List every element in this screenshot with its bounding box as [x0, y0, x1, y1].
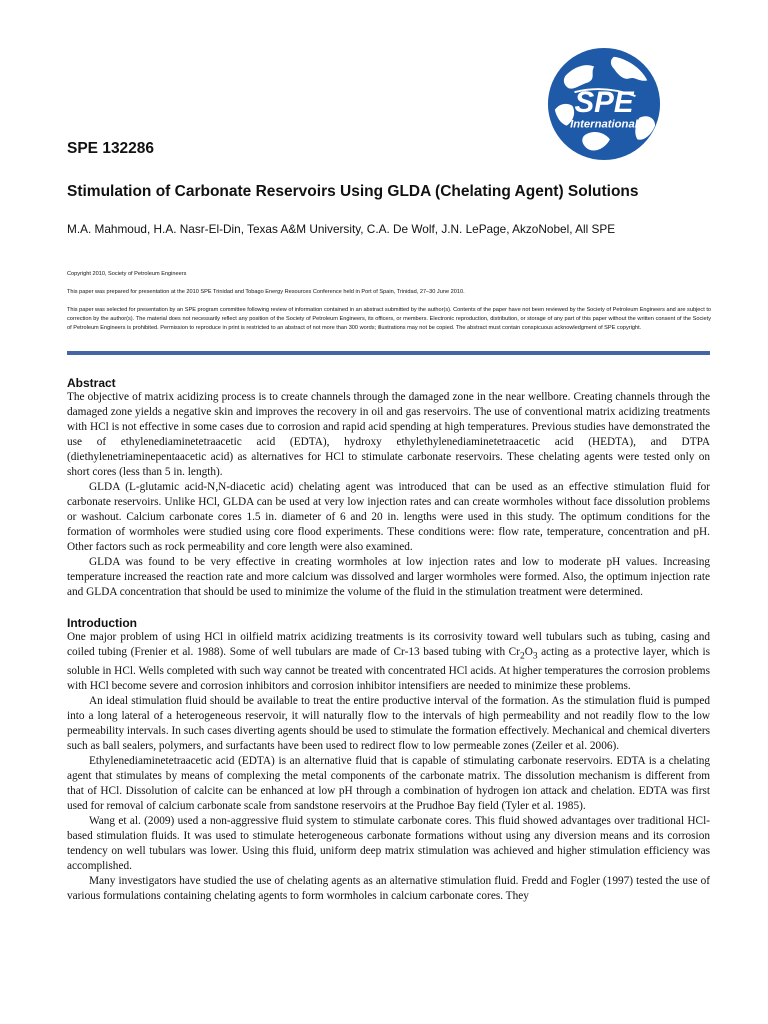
introduction-paragraph-5: Many investigators have studied the use of chelating agents as an alternative stimulation fluid. Fredd and Fogler (1997) tested the use of various formulations containing chelating agents to form wormholes in calcium carbonate cores. They [67, 875, 710, 903]
abstract-paragraph-3: GLDA was found to be very effective in creating wormholes at low injection rates and low to moderate pH values. Increasing temperature increased the reaction rate and more calcium was dissolved and larger wormholes were formed. Also, the optimum injection rate and GLDA concentration that should be used to minimize the volume of the fluid in the stimulation treatment were determined. [67, 556, 710, 598]
logo-spe-text: SPE [574, 85, 634, 119]
globe-logo-icon [545, 45, 663, 163]
paper-number: SPE 132286 [67, 140, 155, 157]
abstract-paragraph-2: GLDA (L-glutamic acid-N,N-diacetic acid) chelating agent was introduced that can be used as an effective stimulation fluid for carbonate reservoirs. Unlike HCl, GLDA can be used at very low injection rates and can create wormholes without face dissolution problems or washout. Calcium carbonate cores 1.5 in. diameter of 6 and 20 in. lengths were used in this study. The optimum conditions for the formation of wormholes were studied using core flood experiments. These conditions were: flow rate, temperature, concentration and pH. Other factors such as rock permeability and core length were also examined. [67, 481, 710, 553]
introduction-paragraph-1 [67, 630, 710, 694]
preparation-note: This paper was prepared for presentation at the 2010 SPE Trinidad and Tobago Energy Resources Conference held in Port of Spain, Trinidad, 27–30 June 2010. [67, 289, 465, 295]
abstract-heading: Abstract [67, 376, 116, 390]
intro-p1-text-b: O [524, 646, 533, 658]
intro-p1-text-c: acting as a protective layer, which is soluble in HCl. Wells completed with such way cannot be treated with concentrated HCl acids. At higher temperatures the corrosion problems with HCl become severe and corrosion inhibitors and corrosion inhibitor intensifiers are needed to minimize these problems. [67, 646, 710, 693]
spe-international-logo [545, 45, 663, 163]
paper-authors: M.A. Mahmoud, H.A. Nasr-El-Din, Texas A&M University, C.A. De Wolf, J.N. LePage, AkzoNobel, All SPE [67, 222, 616, 236]
paper-body [67, 376, 710, 904]
abstract-paragraph-1: The objective of matrix acidizing process is to create channels through the damaged zone in the near wellbore. Creating channels through the damaged zone yields a negative skin and improves the recovery in oil and gas reservoirs. The use of conventional matrix acidizing treatments with HCl is not effective in some cases due to corrosion and rapid acid spending at high temperatures. Previous studies have demonstrated the use of ethylenediaminetetraacetic acid (EDTA), hydroxy ethylethylenediaminetetraacetic acid (HEDTA), and DTPA (diethylenetriaminepentaacetic acid) as alternatives for HCl to stimulate carbonate reservoirs. These chelating agents were tested only on short cores (less than 5 in. length). [67, 391, 710, 478]
paper-title: Stimulation of Carbonate Reservoirs Using GLDA (Chelating Agent) Solutions [67, 183, 639, 200]
intro-p1-subscript-1: 2 [519, 651, 525, 662]
introduction-paragraph-4: Wang et al. (2009) used a non-aggressive fluid system to stimulate carbonate cores. This fluid showed advantages over traditional HCl-based stimulation fluids. It was used to stimulate heterogeneous carbonate formations without using any diversion means and its corrosion tendency on well tubulars was lower. Using this fluid, uniform deep matrix stimulation was achieved and higher stimulation efficiency was accomplished. [67, 815, 710, 873]
intro-p1-subscript-2: 3 [532, 651, 538, 662]
introduction-paragraph-2: An ideal stimulation fluid should be available to treat the entire productive interval of the formation. As the stimulation fluid is pumped into a long lateral of a heterogeneous reservoir, it will naturally flow to the intervals of high permeability and not readily flow to the low permeability intervals. In such cases diverting agents should be used to stimulate the formation effectively. Mechanical and chemical diverters such as ball sealers, polymers, and surfactants have been used to redirect flow to low permeable zones (Zeiler et al. 2006). [67, 695, 710, 753]
introduction-heading: Introduction [67, 616, 137, 630]
review-notice: This paper was selected for presentation by an SPE program committee following review of information contained in an abstract submitted by the author(s). Contents of the paper have not been reviewed by the Society of Petroleum Engineers and are subject to correction by the author(s). The material does not necessarily reflect any position of the Society of Petroleum Engineers, its officers, or members. Electronic reproduction, distribution, or storage of any part of this paper without the written consent of the Society of Petroleum Engineers is prohibited. Permission to reproduce in print is restricted to an abstract of not more than 300 words; illustrations may not be copied. The abstract must contain conspicuous acknowledgment of SPE copyright. [67, 307, 711, 331]
logo-international-text: International [570, 118, 638, 131]
intro-p1-text-a: One major problem of using HCl in oilfield matrix acidizing treatments is its corrosivity toward well tubulars such as tubing, casing and coiled tubing (Frenier et al. 1988). Some of well tubulars are made of Cr-13 based tubing with Cr [67, 631, 710, 658]
header-divider [67, 351, 710, 355]
introduction-paragraph-3: Ethylenediaminetetraacetic acid (EDTA) is an alternative fluid that is capable of stimulating carbonate reservoirs. EDTA is a chelating agent that stimulates by means of complexing the metal components of the carbonate matrix. The dissolution mechanism is different from that of HCl. Dissolution of calcite can be enhanced at low pH through a combination of hydrogen ion attack and chelation. EDTA was first used for removal of calcium carbonate scale from sandstone reservoirs at the Prudhoe Bay field (Tyler et al. 1985). [67, 755, 710, 813]
copyright-line: Copyright 2010, Society of Petroleum Engineers [67, 271, 187, 277]
